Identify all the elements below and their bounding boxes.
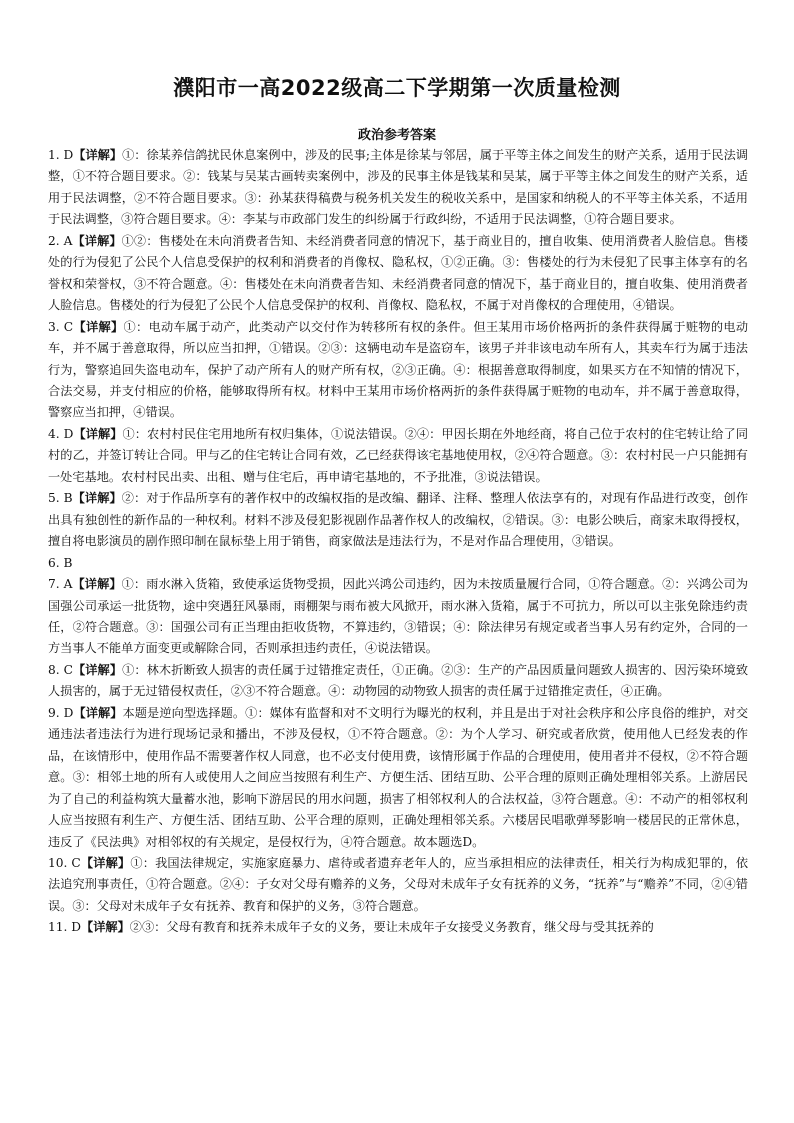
- answer-tag: 【详解】: [72, 491, 122, 506]
- answer-number: 11. D: [48, 920, 82, 935]
- answer-item: [48, 317, 748, 424]
- answer-item: [48, 231, 748, 317]
- answer-item: [48, 145, 748, 231]
- answer-explanation: ①：雨水淋入货箱，致使承运货物受损，因此兴鸿公司违约，因为未按质量履行合同，①符合题意。②：兴鸿公司为国强公司承运一批货物，途中突遇狂风暴雨，雨棚架与雨布被大风掀开，雨水淋入货箱，属于不可抗力，所以可以主张免除违约责任，②符合题意。③：国强公司有正当理由拒收货物，不算违约，③错误；④：除法律另有规定或者当事人另有约定外，合同的一方当事人不能单方面变更或解除合同，否则承担违约责任，④说法错误。: [48, 577, 749, 656]
- answer-number: 6. B: [48, 555, 73, 570]
- answer-number: 10. C: [48, 855, 81, 870]
- answer-item: [48, 574, 748, 660]
- answer-item: [48, 917, 748, 938]
- answer-tag: 【详解】: [80, 855, 131, 870]
- answer-tag: 【详解】: [73, 426, 123, 441]
- answer-tag: 【详解】: [72, 577, 122, 592]
- answer-explanation: ①：农村村民住宅用地所有权归集体，①说法错误。②④：甲因长期在外地经商，将自己位于农村的住宅转让给了同村的乙，并签订转让合同。甲与乙的住宅转让合同有效，乙已经获得该宅基地使用权，②④符合题意。③：农村村民一户只能拥有一处宅基地。农村村民出卖、出租、赠与住宅后，再申请宅基地的，不予批准，③说法错误。: [48, 426, 749, 484]
- answer-number: 7. A: [48, 577, 73, 592]
- answer-tag: 【详解】: [73, 148, 123, 162]
- answer-explanation: ①②：售楼处在未向消费者告知、未经消费者同意的情况下，基于商业目的，擅自收集、使用消费者人脸信息。售楼处的行为侵犯了公民个人信息受保护的权利和消费者的肖像权、隐私权，①②正确。③：售楼处的行为未侵犯了民事主体享有的名誉权和荣誉权，③不符合题意。④：售楼处在未向消费者告知、未经消费者同意的情况下，基于商业目的，擅自收集、使用消费者人脸信息。售楼处的行为侵犯了公民个人信息受保护的权利、肖像权、隐私权，不属于对肖像权的合理使用，④错误。: [48, 233, 749, 313]
- answer-number: 3. C: [48, 319, 74, 334]
- answer-tag: 【详解】: [72, 662, 123, 677]
- answer-explanation: 本题是逆向型选择题。①：媒体有监督和对不文明行为曝光的权利，并且是出于对社会秩序和公序良俗的维护，对交通违法者违法行为进行现场记录和播出，不涉及侵权，①不符合题意。②：为个人学习、研究或者欣赏，使用他人已经发表的作品，在该情形中，使用作品不需要著作权人同意，也不必支付使用费，该情形属于作品的合理使用，使用者并不侵权，②不符合题意。③：相邻土地的所有人或使用人之间应当按照有利生产、方便生活、团结互助、公平合理的原则正确处理相邻关系。上游居民为了自己的利益构筑大量蓄水池，影响下游居民的用水问题，损害了相邻权利人的合法权益，③符合题意。④：不动产的相邻权利人应当按照有利生产、方便生活、团结互助、公平合理的原则，正确处理相邻关系。六楼居民唱歌弹琴影响一楼居民的正常休息，违反了《民法典》对相邻权的有关规定，是侵权行为，④符合题意。故本题选D。: [48, 705, 749, 849]
- answer-tag: 【详解】: [73, 319, 124, 334]
- answer-tag: 【详解】: [73, 705, 123, 720]
- document-title: 濮阳市一高2022级高二下学期第一次质量检测: [173, 76, 621, 100]
- answer-number: 9. D: [48, 705, 74, 720]
- answer-number: 1. D: [48, 148, 74, 162]
- answer-tag: 【详解】: [72, 233, 122, 248]
- answer-explanation: ②③：父母有教育和抚养未成年子女的义务，要让未成年子女接受义务教育，继父母与受其抚养的: [129, 920, 654, 935]
- answer-number: 8. C: [48, 662, 73, 677]
- answer-number: 2. A: [48, 233, 73, 248]
- answer-list: [48, 145, 748, 939]
- answer-item: [48, 424, 748, 488]
- answer-tag: 【详解】: [81, 920, 130, 935]
- answer-item: [48, 853, 748, 917]
- answer-item: [48, 660, 748, 703]
- document-subtitle: 政治参考答案: [357, 128, 436, 143]
- answer-explanation: ①：我国法律规定，实施家庭暴力、虐待或者遗弃老年人的，应当承担相应的法律责任，相关行为构成犯罪的，依法追究刑事责任，①符合题意。②④：子女对父母有赡养的义务，父母对未成年子女有抚养的义务，“抚养”与“赡养”不同，②④错误。③：父母对未成年子女有抚养、教育和保护的义务，③符合题意。: [48, 855, 749, 913]
- answer-explanation: ①：徐某养信鸽扰民休息案例中，涉及的民事;主体是徐某与邻居，属于平等主体之间发生的财产关系，适用于民法调整，①不符合题目要求。②：钱某与吴某古画转卖案例中，涉及的民事主体是钱某和吴某，属于平等主体之间发生的财产关系，适用于民法调整，②不符合题目要求。③：孙某获得稿费与税务机关发生的税收关系中，是国家和纳税人的不平等主体关系，不适用于民法调整，③符合题目要求。④：李某与市政部门发生的纠纷属于行政纠纷，不适用于民法调整，①符合题目要求。: [48, 148, 748, 227]
- answer-item: [48, 703, 748, 853]
- answer-number: 5. B: [48, 491, 73, 506]
- answer-number: 4. D: [48, 426, 74, 441]
- answer-item: [48, 553, 748, 574]
- answer-explanation: ①：电动车属于动产，此类动产以交付作为转移所有权的条件。但王某用市场价格两折的条件获得属于赃物的电动车，并不属于善意取得，所以应当扣押，①错误。②③：这辆电动车是盗窃车，该男子并非该电动车所有人，其卖车行为属于违法行为，警察追回失盗电动车，保护了动产所有人的财产所有权，②③正确。④：根据善意取得制度，如果买方在不知情的情况下，合法交易，并支付相应的价格，能够取得所有权。材料中王某用市场价格两折的条件获得属于赃物的电动车，并不属于善意取得，警察应当扣押，④错误。: [48, 319, 749, 420]
- answer-item: [48, 488, 748, 552]
- answer-explanation: ①：林木折断致人损害的责任属于过错推定责任，①正确。②③：生产的产品因质量问题致人损害的、因污染环境致人损害的，属于无过错侵权责任，②③不符合题意。④：动物园的动物致人损害的责任属于过错推定责任，④正确。: [48, 662, 749, 699]
- answer-explanation: ②：对于作品所享有的著作权中的改编权指的是改编、翻译、注释、整理人依法享有的，对现有作品进行改变，创作出具有独创性的新作品的一种权利。材料不涉及侵犯影视剧作品著作权人的改编权，②错误。③：电影公映后，商家未取得授权，擅自将电影演员的剧作照印制在鼠标垫上用于销售，商家做法是违法行为，不是对作品合理使用，③错误。: [48, 491, 749, 549]
